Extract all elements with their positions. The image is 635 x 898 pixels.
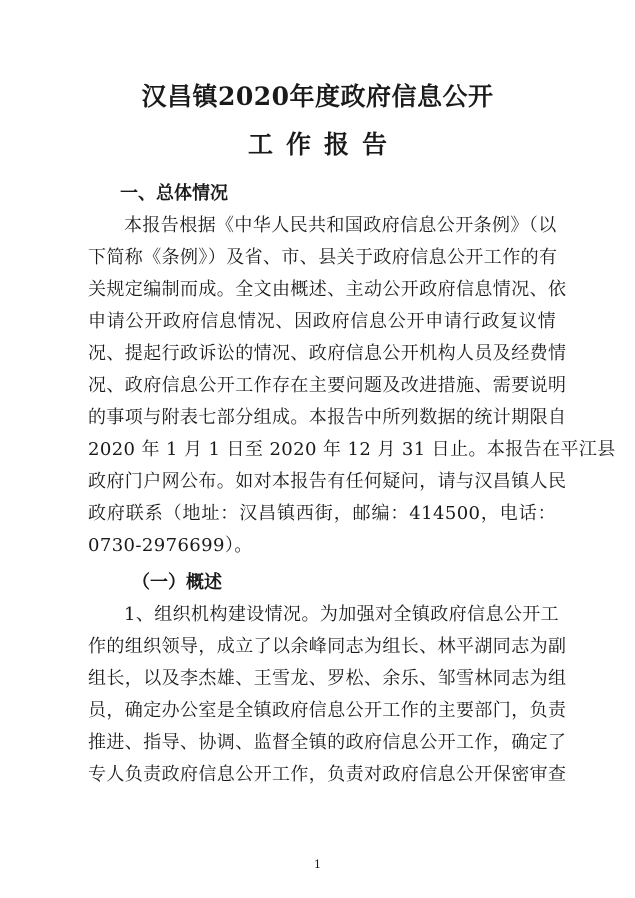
paragraph-line: 政府联系（地址：汉昌镇西街，邮编：414500，电话： <box>88 503 556 524</box>
paragraph-line: 本报告根据《中华人民共和国政府信息公开条例》（以 <box>124 215 557 236</box>
paragraph-line: 况、政府信息公开工作存在主要问题及改进措施、需要说明 <box>88 375 567 396</box>
paragraph-organization <box>88 599 567 791</box>
paragraph-line: 的事项与附表七部分组成。本报告中所列数据的统计期限自 <box>88 407 567 428</box>
paragraph-line: 推进、指导、协调、监督全镇的政府信息公开工作，确定了 <box>88 732 567 753</box>
paragraph-line: 0730-2976699）。 <box>88 535 253 556</box>
paragraph-line: 申请公开政府信息情况、因政府信息公开申请行政复议情 <box>88 311 556 332</box>
paragraph-line: 况、提起行政诉讼的情况、政府信息公开机构人员及经费情 <box>88 343 567 364</box>
document-title-line1: 汉昌镇2020年度政府信息公开 <box>141 82 494 111</box>
section-heading-overview: 一、总体情况 <box>120 183 228 204</box>
paragraph-line: 组长，以及李杰雄、王雪龙、罗松、余乐、邹雪林同志为组 <box>88 668 567 689</box>
paragraph-line: 关规定编制而成。全文由概述、主动公开政府信息情况、依 <box>88 279 567 300</box>
subsection-heading-summary: （一）概述 <box>132 572 222 593</box>
document-title-line2: 工作报告 <box>247 130 400 159</box>
paragraph-general <box>88 210 616 562</box>
paragraph-line: 作的组织领导，成立了以余峰同志为组长、林平湖同志为副 <box>88 636 567 657</box>
paragraph-line: 政府门户网公布。如对本报告有任何疑问，请与汉昌镇人民 <box>88 471 567 492</box>
paragraph-line: 1、组织机构建设情况。为加强对全镇政府信息公开工 <box>124 604 560 625</box>
paragraph-line: 2020 年 1 月 1 日至 2020 年 12 月 31 日止。本报告在平江县 <box>88 439 616 460</box>
paragraph-line: 专人负责政府信息公开工作，负责对政府信息公开保密审查 <box>88 764 567 785</box>
paragraph-line: 员，确定办公室是全镇政府信息公开工作的主要部门，负责 <box>88 700 567 721</box>
page-number: 1 <box>314 858 321 871</box>
paragraph-line: 下简称《条例》）及省、市、县关于政府信息公开工作的有 <box>88 247 558 268</box>
